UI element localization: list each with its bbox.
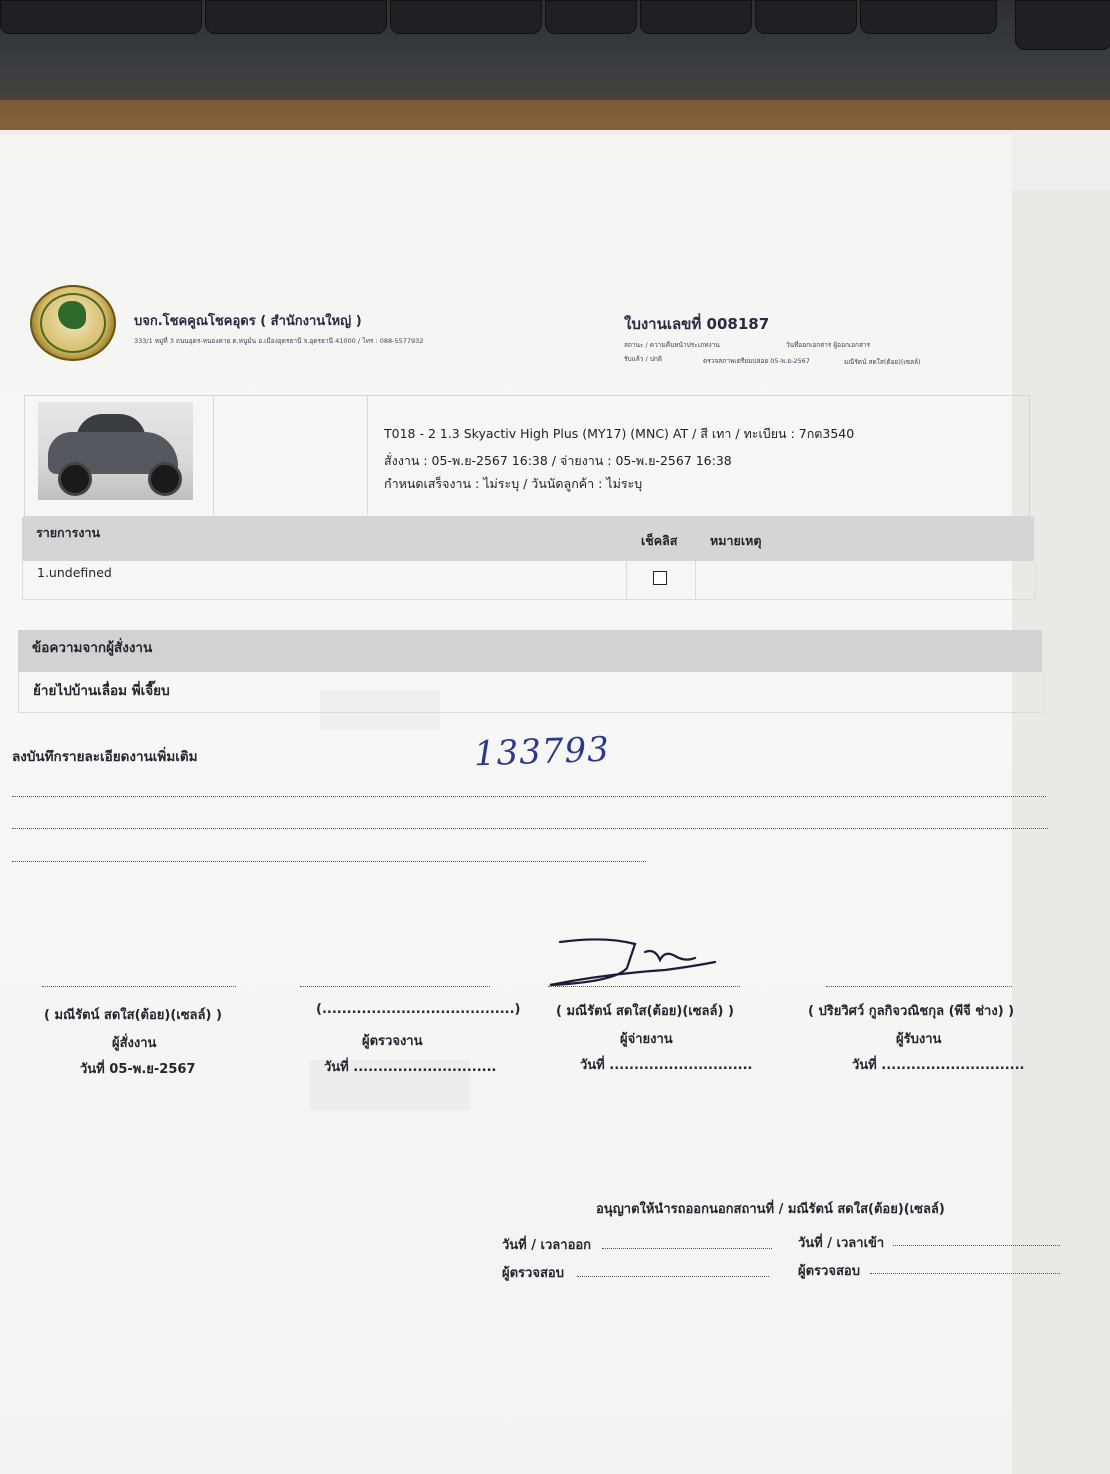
company-address: 333/1 หมู่ที่ 3 ถนนอุดร-หนองคาย ต.หนูมั่น อ.เมืองอุดรธานี จ.อุดรธานี 41000 / โทร : 088-5577932 (134, 337, 424, 345)
keyboard-background (0, 0, 1110, 110)
signature-scribble (545, 930, 725, 990)
details-line (12, 828, 1048, 829)
car-wheel (58, 462, 92, 496)
signature-date-dispatcher: วันที่ ............................. (580, 1058, 753, 1073)
signature-line (826, 986, 1012, 987)
message-row (18, 672, 1044, 713)
permission-in-label: วันที่ / เวลาเข้า (798, 1236, 885, 1251)
signature-name-receiver: ( ปริยวิศว์ กูลกิจวณิชกุล (พีจี ช่าง) ) (808, 1004, 1015, 1019)
task-item-label: 1.undefined (37, 565, 112, 580)
vehicle-due-dates: กำหนดเสร็จงาน : ไม่ระบุ / วันนัดลูกค้า : ไม่ระบุ (384, 476, 643, 491)
meta-status-value: รับแล้ว / ปกติ (624, 355, 663, 363)
task-table-header (22, 517, 1034, 561)
permission-out-line (602, 1248, 772, 1249)
task-header-checklist: เช็คลิส (641, 533, 678, 548)
message-header-label: ข้อความจากผู้สั่งงาน (32, 640, 153, 656)
permission-inspector-left-line (577, 1276, 769, 1277)
vehicle-photo (38, 402, 193, 500)
details-line (12, 861, 646, 862)
car-wheel (148, 462, 182, 496)
vehicle-box-divider (367, 395, 368, 515)
signature-name-dispatcher: ( มณีรัตน์ สดใส(ต้อย)(เซลล์) ) (556, 1004, 734, 1019)
keyboard-key (545, 0, 637, 34)
signature-date-inspector: วันที่ ............................. (324, 1060, 497, 1075)
vehicle-model: T018 - 2 1.3 Skyactiv High Plus (MY17) (MNC) AT / สี เทา / ทะเบียน : 7กต3540 (384, 426, 855, 441)
signature-date-receiver: วันที่ ............................. (852, 1058, 1025, 1073)
vehicle-box-divider (213, 395, 214, 515)
task-checkbox[interactable] (653, 571, 667, 585)
meta-doc-date-value: ตรวจสภาพเตรียมปล่อย 05-พ.ย-2567 (703, 357, 810, 365)
keyboard-key (205, 0, 387, 34)
signature-name-inspector: (.......................................) (316, 1002, 521, 1017)
keyboard-key (860, 0, 997, 34)
table-row (22, 561, 1036, 600)
vehicle-order-dates: สั่งงาน : 05-พ.ย-2567 16:38 / จ่ายงาน : 05-พ.ย-2567 16:38 (384, 453, 732, 468)
signature-name-orderer: ( มณีรัตน์ สดใส(ต้อย)(เซลล์) ) (44, 1008, 222, 1023)
signature-line (300, 986, 490, 987)
meta-issuer-value: มณีรัตน์ สดใส(ต้อย)(เซลล์) (844, 358, 921, 366)
company-logo (30, 285, 116, 361)
permission-inspector-right: ผู้ตรวจสอบ (798, 1264, 860, 1279)
permission-out-label: วันที่ / เวลาออก (502, 1238, 592, 1253)
meta-status-label: สถานะ / ความคืบหน้าประเภทงาน (624, 341, 720, 349)
underlying-paper-edge (1005, 190, 1110, 1474)
keyboard-key (755, 0, 857, 34)
signature-role-dispatcher: ผู้จ่ายงาน (620, 1032, 673, 1047)
keyboard-key (1015, 0, 1110, 50)
column-divider (626, 561, 627, 599)
permission-in-line (893, 1245, 1060, 1246)
permission-inspector-left: ผู้ตรวจสอบ (502, 1266, 564, 1281)
permission-inspector-right-line (870, 1273, 1060, 1274)
message-text: ย้ายไปบ้านเลื่อม พี่เจี๊ยบ (33, 683, 170, 699)
permission-title: อนุญาตให้นำรถออกนอกสถานที่ / มณีรัตน์ สดใส(ต้อย)(เซลล์) (596, 1202, 945, 1217)
signature-role-inspector: ผู้ตรวจงาน (362, 1034, 423, 1049)
logo-emblem-icon (58, 301, 86, 329)
signature-line (42, 986, 236, 987)
column-divider (695, 561, 696, 599)
signature-date-orderer: วันที่ 05-พ.ย-2567 (80, 1062, 196, 1077)
keyboard-key (640, 0, 752, 34)
task-header-note: หมายเหตุ (710, 533, 762, 548)
signature-role-receiver: ผู้รับงาน (896, 1032, 942, 1047)
details-line (12, 796, 1046, 797)
company-name: บจก.โชคคูณโชคอุดร ( สำนักงานใหญ่ ) (134, 314, 362, 329)
signature-role-orderer: ผู้สั่งงาน (112, 1036, 157, 1051)
task-header-label: รายการงาน (36, 525, 101, 540)
handwritten-note: 133793 (473, 729, 611, 775)
keyboard-key (390, 0, 542, 34)
signature-line (548, 986, 740, 987)
meta-doc-date-label: วันที่ออกเอกสาร ผู้ออกเอกสาร (786, 341, 871, 349)
job-number: ใบงานเลขที่ 008187 (624, 315, 770, 333)
message-header (18, 630, 1042, 672)
details-title: ลงบันทึกรายละเอียดงานเพิ่มเติม (12, 749, 198, 765)
keyboard-key (0, 0, 202, 34)
